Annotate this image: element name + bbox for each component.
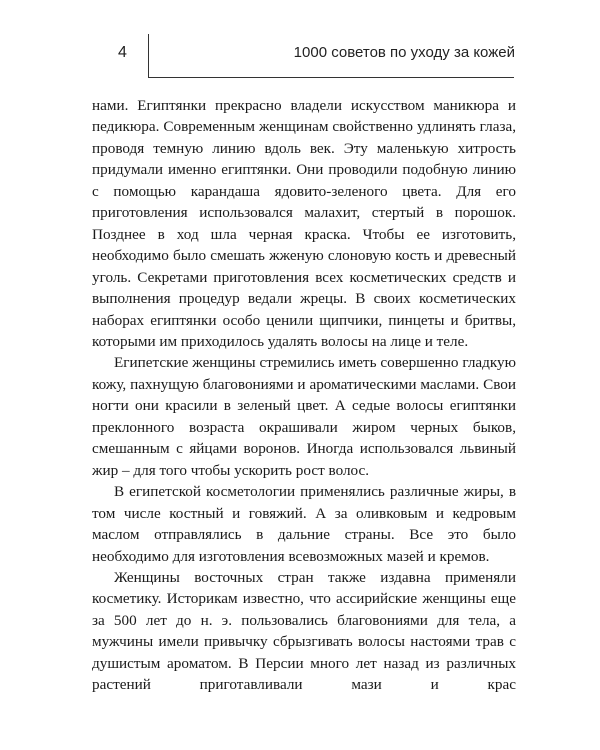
header-horizontal-rule: [149, 77, 514, 78]
page-header: [0, 0, 600, 80]
header-vertical-rule: [148, 34, 149, 78]
running-title: 1000 советов по уходу за кожей: [293, 44, 515, 61]
paragraph: В египетской косметологии применялись различные жиры, в том числе костный и говяжий. А за оливковым и кедровым маслом отправлялись в дальние страны. Все это было необходимо для изготовления всевозможных мазей и кремов.: [92, 483, 516, 565]
body-text: [92, 95, 516, 696]
paragraph: Женщины восточных стран также издавна применяли косметику. Историкам известно, что ассирийские женщины еще за 500 лет до н. э. пользовались благовониями для тела, а мужчины имели привычку сбрызгивать волосы настоями трав с душистым ароматом. В Персии много лет назад из различных растений приготавливали мази и крас: [92, 568, 516, 694]
paragraph: Египетские женщины стремились иметь совершенно гладкую кожу, пахнущую благовониями и ароматическими маслами. Свои ногти они красили в зеленый цвет. А седые волосы египтянки преклонного возраста окрашивали жиром черных быков, смешанным с яйцами воронов. Иногда использовался львиный жир – для того чтобы ускорить рост волос.: [92, 354, 516, 479]
page-number: 4: [118, 44, 127, 61]
paragraph: нами. Египтянки прекрасно владели искусством маникюра и педикюра. Современным женщинам свойственно удлинять глаза, проводя темную линию вдоль век. Эту маленькую хитрость придумали именно египтянки. Они проводили подобную линию с помощью карандаша ядовито-зеленого цвета. Для его приготовления использовался малахит, стертый в порошок. Позднее в ход шла черная краска. Чтобы ее изготовить, необходимо было смешать жженую слоновую кость и древесный уголь. Секретами приготовления всех косметических средств и выполнения процедур ведали жрецы. В своих косметических наборах египтянки особо ценили щипчики, пинцеты и бритвы, которыми им приходилось удалять волосы на лице и теле.: [92, 97, 516, 350]
